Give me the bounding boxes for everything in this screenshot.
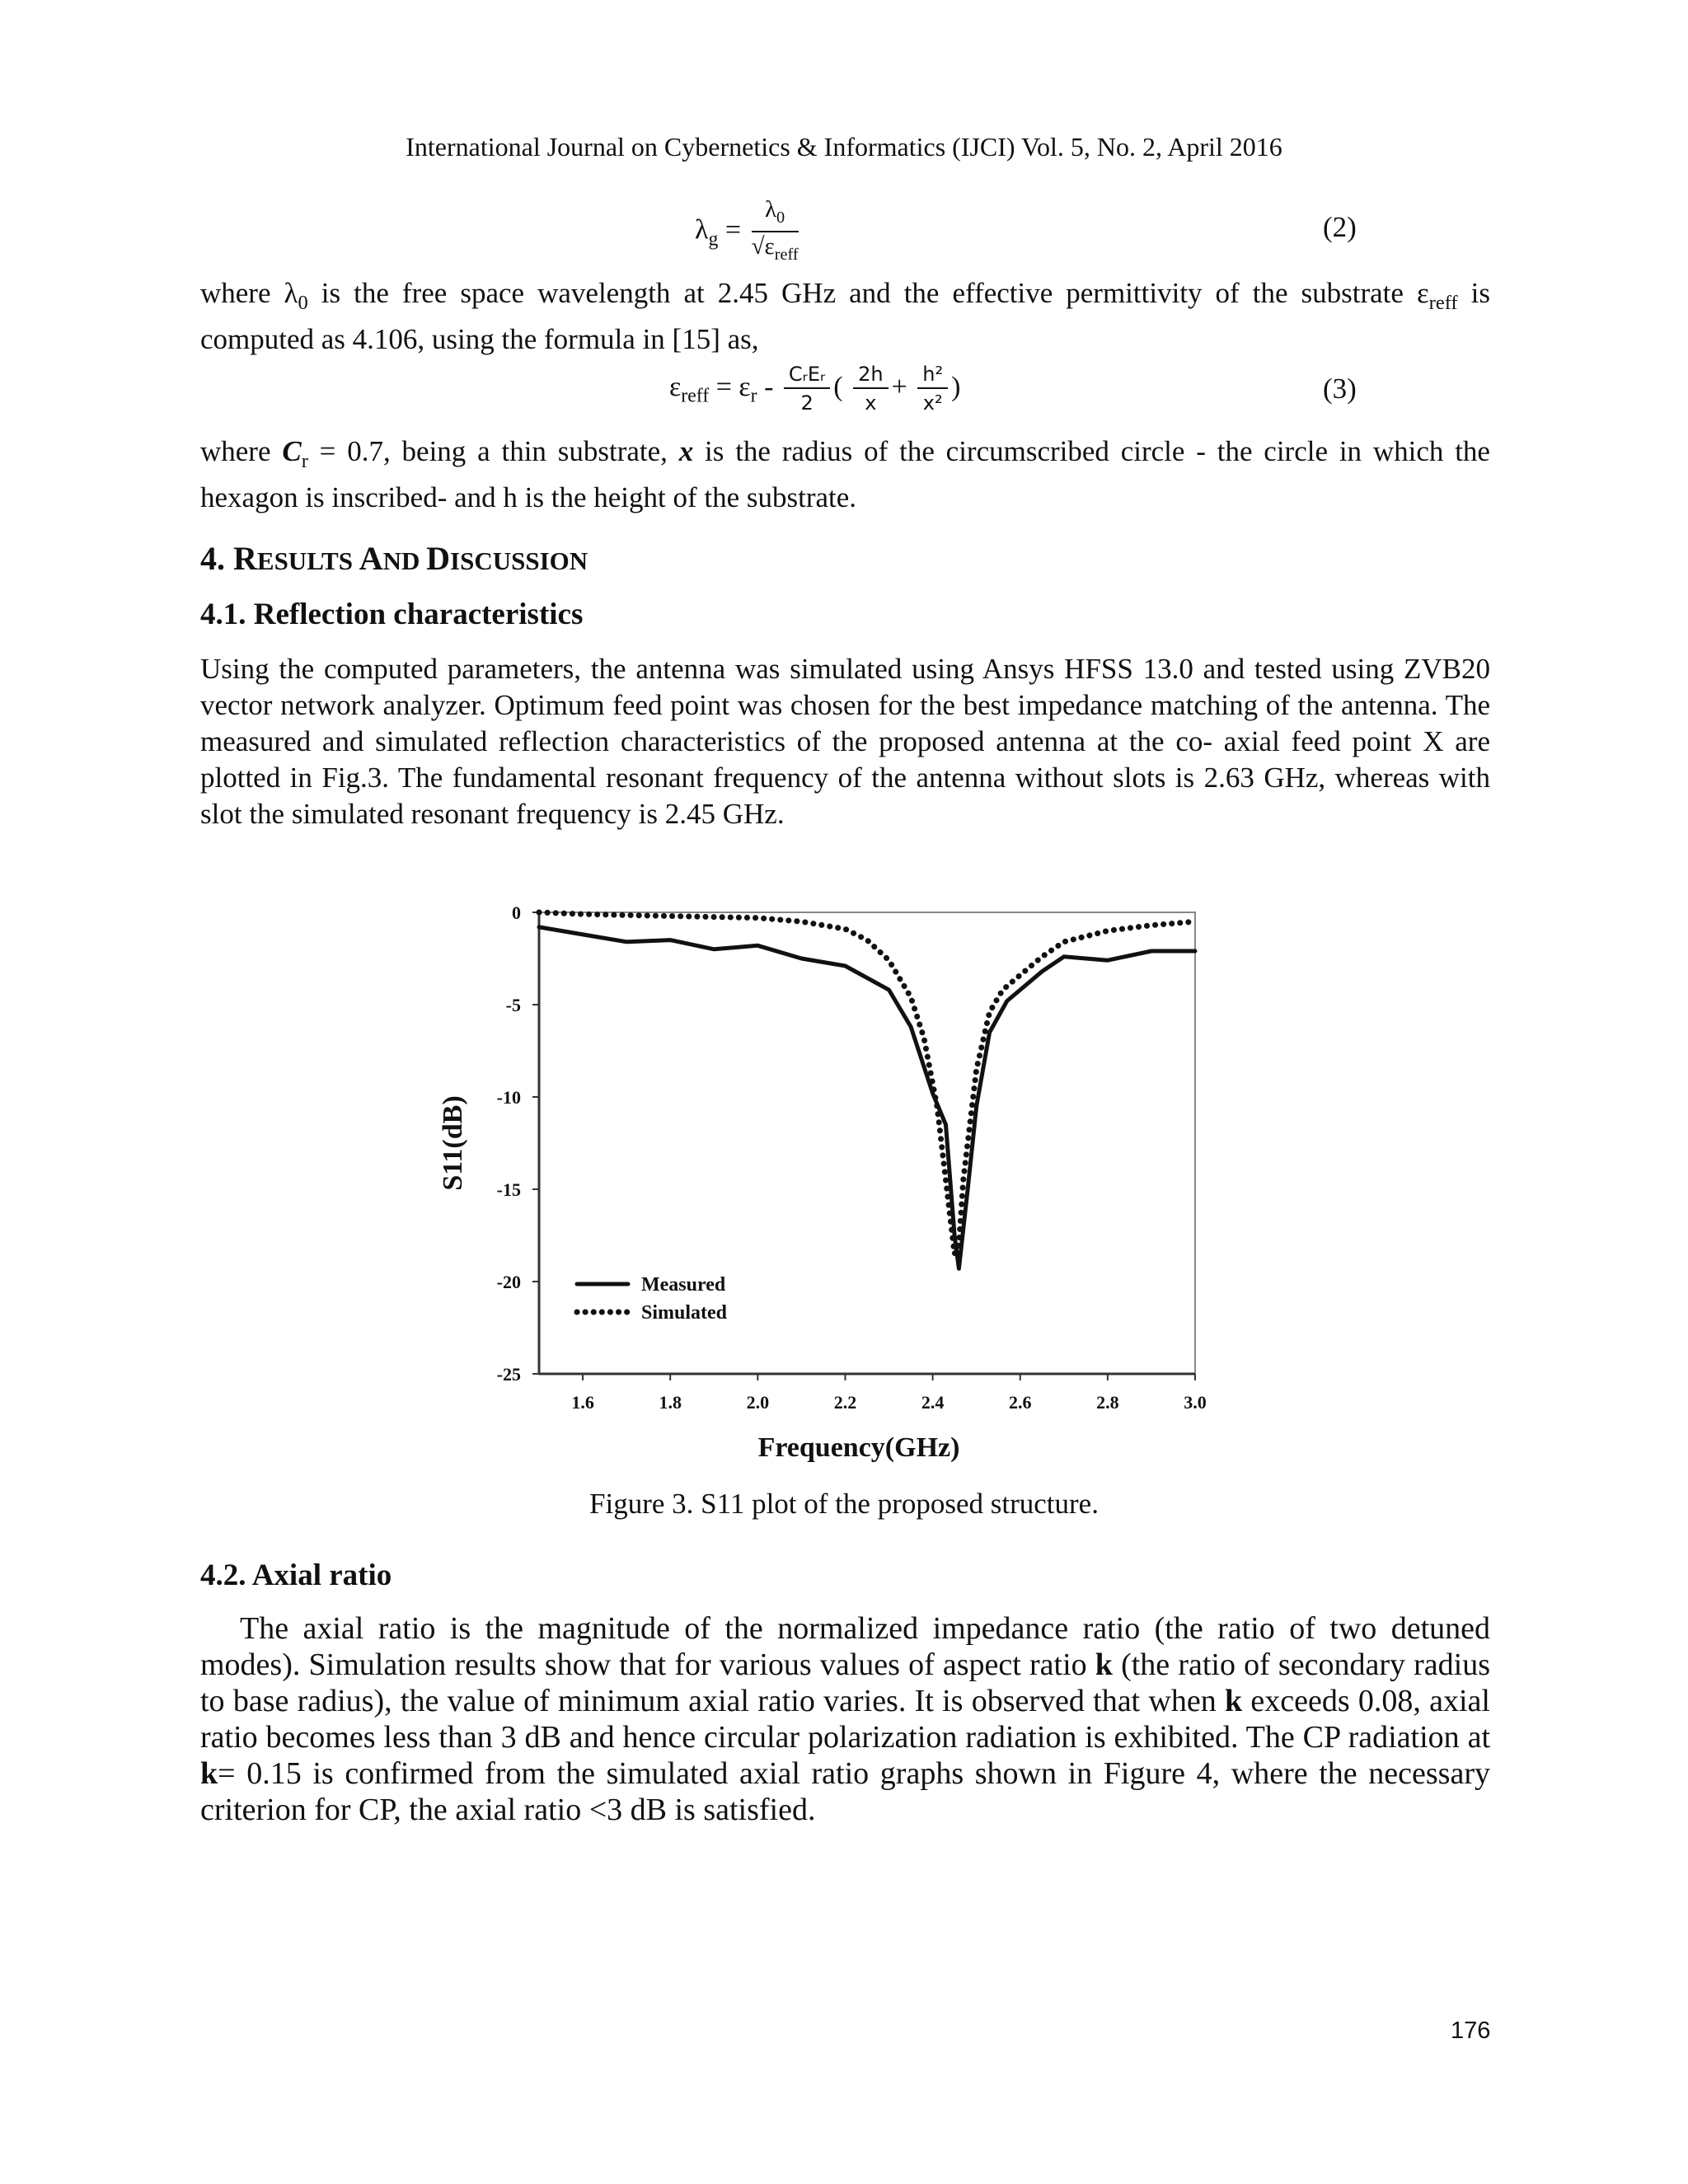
paragraph-reflection: Using the computed parameters, the antenna was simulated using Ansys HFSS 13.0 and tested using ZVB20 vector network analyzer. Optimum feed point was chosen for the best impedance matching of the antenna. The measured and simulated reflection characteristics of the proposed antenna at the co- axial feed point X are plotted in Fig.3. The fundamental resonant frequency of the antenna without slots is 2.63 GHz, whereas with slot the simulated resonant frequency is 2.45 GHz. [200, 653, 1490, 830]
equation-3-fraction-3: $\frac{\text{h²}}{\text{x²}}$ [917, 361, 948, 417]
equation-3-number: (3) [1323, 373, 1357, 405]
equation-2-number: (2) [1323, 211, 1357, 243]
x-tick-label: 2.6 [1008, 1392, 1032, 1413]
x-tick-label: 3.0 [1184, 1392, 1207, 1413]
x-tick-label: 2.8 [1096, 1392, 1119, 1413]
running-header: International Journal on Cybernetics & Informatics (IJCI) Vol. 5, No. 2, April 2016 [406, 132, 1282, 162]
page-number: 176 [1451, 2018, 1491, 2044]
y-axis-label: S11(dB) [438, 1095, 468, 1191]
x-tick-label: 2.0 [746, 1392, 770, 1413]
y-tick-label: -25 [496, 1364, 521, 1385]
legend-label-measured: Measured [641, 1274, 726, 1296]
paragraph-effective-permittivity: where $\lambda_0$ is the free space wavelength at 2.45 GHz and the effective permittivity of the substrate $\varepsilon_{reff}$ is computed as 4.106, using the formula in [15] as, [200, 277, 1490, 355]
y-tick-label: -20 [496, 1272, 521, 1292]
x-tick-label: 2.2 [833, 1392, 857, 1413]
figure-3-caption: Figure 3. S11 plot of the proposed structure. [589, 1488, 1099, 1520]
section-heading-results: 4. RESULTS AND DISCUSSION [200, 540, 588, 577]
equation-2: $\lambda_g$ = $\frac{\lambda_0}{√\varepsilon_{reff}}$ [695, 196, 802, 269]
paragraph-substrate-definitions: where $C_r = 0.7$, being a thin substrate, x is the radius of the circumscribed circle - the circle in which the hexagon is inscribed- and h is the height of the substrate. [200, 435, 1490, 513]
equation-3: $\varepsilon_{reff} = \varepsilon_r$ - $\frac{\text{CᵣEᵣ}}{2}$ ( $\frac{2h}{x}$ + $\frac{\text{h²}}{\text{x²}}$ ) [669, 361, 960, 417]
subsection-heading-reflection: 4.1. Reflection characteristics [200, 598, 584, 631]
s11-chart [429, 894, 1220, 1471]
equation-3-fraction-2: $\frac{2h}{x}$ [853, 361, 888, 417]
x-tick-label: 1.6 [571, 1392, 594, 1413]
paragraph-axial-ratio: The axial ratio is the magnitude of the normalized impedance ratio (the ratio of two detuned modes). Simulation results show that for various values of aspect ratio k (the ratio of secondary radius to base radius), the value of minimum axial ratio varies. It is observed that when k exceeds 0.08, axial ratio becomes less than 3 dB and hence circular polarization radiation is exhibited. The CP radiation at k= 0.15 is confirmed from the simulated axial ratio graphs shown in Figure 4, where the necessary criterion for CP, the axial ratio <3 dB is satisfied. [200, 1611, 1490, 1827]
y-tick-label: -5 [505, 995, 521, 1015]
y-tick-label: -10 [496, 1087, 521, 1108]
equation-3-fraction-1: $\frac{\text{CᵣEᵣ}}{2}$ [784, 361, 830, 417]
series-line-simulated [539, 912, 1195, 1254]
x-axis-label: Frequency(GHz) [757, 1432, 960, 1463]
y-tick-label: 0 [512, 902, 521, 923]
x-tick-label: 1.8 [659, 1392, 682, 1413]
legend-label-simulated: Simulated [641, 1302, 728, 1324]
series-line-measured [539, 927, 1195, 1268]
y-tick-label: -15 [496, 1179, 521, 1200]
plot-frame [539, 912, 1195, 1374]
subsection-heading-axial-ratio: 4.2. Axial ratio [200, 1558, 392, 1592]
x-tick-label: 2.4 [921, 1392, 945, 1413]
equation-2-fraction: $\frac{\lambda_0}{√\varepsilon_{reff}}$ [751, 196, 799, 264]
